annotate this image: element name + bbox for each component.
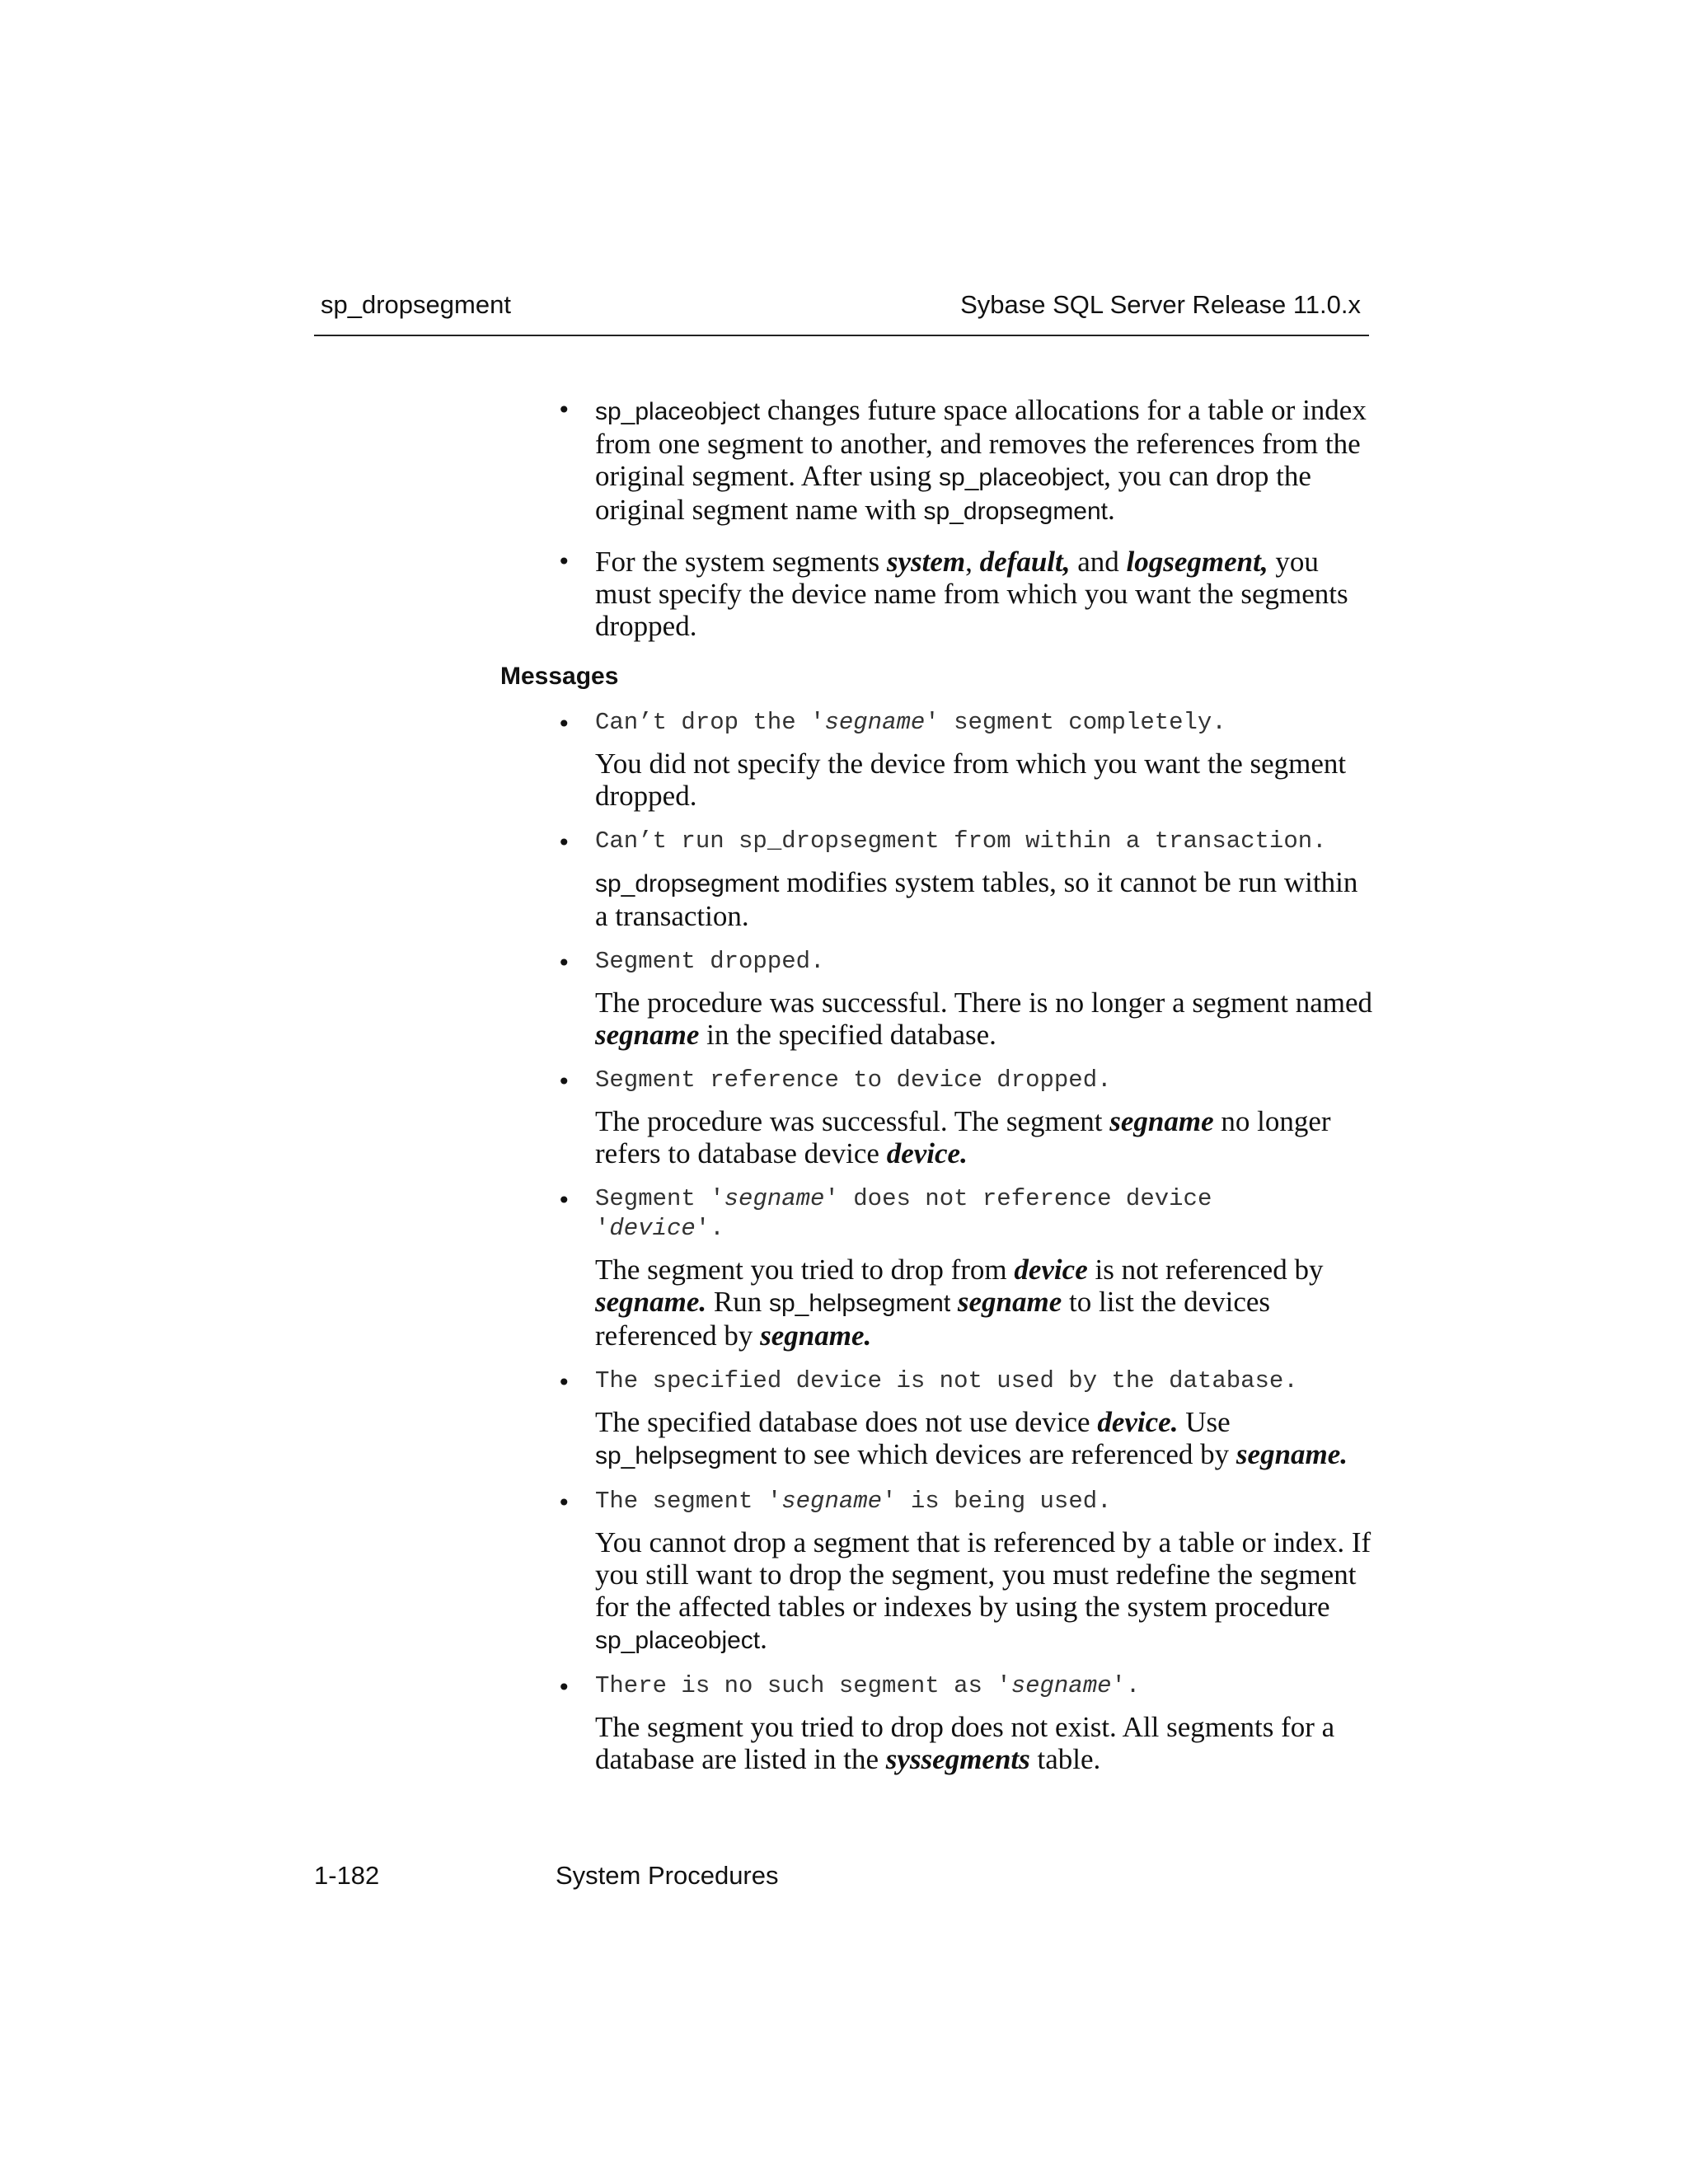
- message-description: You did not specify the device from which you want the segment dropped.: [595, 748, 1347, 812]
- running-header: [314, 290, 1369, 336]
- bullet-icon: •: [557, 1187, 571, 1214]
- bullet-icon: •: [557, 829, 571, 856]
- message-text: Segment dropped.: [595, 948, 825, 975]
- message-item: [503, 1671, 1376, 1775]
- bullet-icon: •: [557, 1369, 571, 1396]
- message-description: The procedure was successful. There is no longer a segment named segname in the specified database.: [595, 987, 1373, 1051]
- message-item: [503, 1066, 1376, 1169]
- procedure-name: sp_placeobject: [939, 464, 1104, 491]
- procedure-name: sp_dropsegment: [923, 498, 1109, 525]
- procedure-name: sp_placeobject: [595, 398, 761, 425]
- messages-list: [503, 708, 1376, 1775]
- intro-bullet-list: [503, 394, 1376, 642]
- message-text: Can’t run sp_dropsegment from within a transaction.: [595, 827, 1327, 855]
- bullet-icon: •: [557, 1489, 571, 1516]
- footer-title: System Procedures: [556, 1861, 779, 1890]
- bullet-icon: •: [557, 1068, 571, 1095]
- message-text: There is no such segment as 'segname'.: [595, 1672, 1141, 1699]
- message-text: Segment 'segname' does not reference device 'device'.: [595, 1185, 1212, 1242]
- bullet-icon: •: [557, 548, 571, 575]
- bullet-icon: •: [557, 949, 571, 977]
- header-procedure-name: sp_dropsegment: [321, 290, 511, 319]
- message-description: sp_dropsegment modifies system tables, so it cannot be run within a transaction.: [595, 866, 1358, 932]
- bullet-icon: •: [557, 396, 571, 424]
- message-description: The procedure was successful. The segment segname no longer refers to database device device.: [595, 1105, 1331, 1169]
- message-description: The segment you tried to drop does not exist. All segments for a database are listed in the syssegments table.: [595, 1711, 1335, 1775]
- bullet-icon: •: [557, 1674, 571, 1701]
- message-description: You cannot drop a segment that is referenced by a table or index. If you still want to drop the segment, you must redefine the segment for the affected tables or indexes by using the system procedure sp_placeobject.: [595, 1526, 1372, 1655]
- message-text: Segment reference to device dropped.: [595, 1066, 1112, 1094]
- message-description: The specified database does not use device device. Use sp_helpsegment to see which devices are referenced by segname.: [595, 1406, 1348, 1470]
- bullet-icon: •: [557, 710, 571, 738]
- page-number: 1-182: [314, 1861, 380, 1890]
- page-body: [500, 394, 1376, 1790]
- list-item: • sp_placeobject changes future space allocations for a table or index from one segment to another, and removes the references from the original segment. After using sp_placeobject, you can drop the original segment name with sp_dropsegment.: [557, 394, 1367, 526]
- header-release: Sybase SQL Server Release 11.0.x: [960, 290, 1361, 319]
- list-item: • For the system segments system, default, and logsegment, you must specify the device name from which you want the segments dropped.: [557, 546, 1348, 642]
- message-text: The specified device is not used by the database.: [595, 1367, 1298, 1394]
- message-description: The segment you tried to drop from device is not referenced by segname. Run sp_helpsegment segname to list the devices referenced by segname.: [595, 1254, 1324, 1352]
- message-item: [503, 708, 1376, 812]
- message-text: The segment 'segname' is being used.: [595, 1488, 1112, 1515]
- message-text: Can’t drop the 'segname' segment completely.: [595, 709, 1226, 736]
- messages-heading: Messages: [500, 663, 619, 690]
- message-item: [503, 1366, 1376, 1472]
- message-item: [503, 827, 1376, 932]
- message-item: [503, 947, 1376, 1051]
- message-item: [503, 1184, 1376, 1352]
- message-item: [503, 1487, 1376, 1657]
